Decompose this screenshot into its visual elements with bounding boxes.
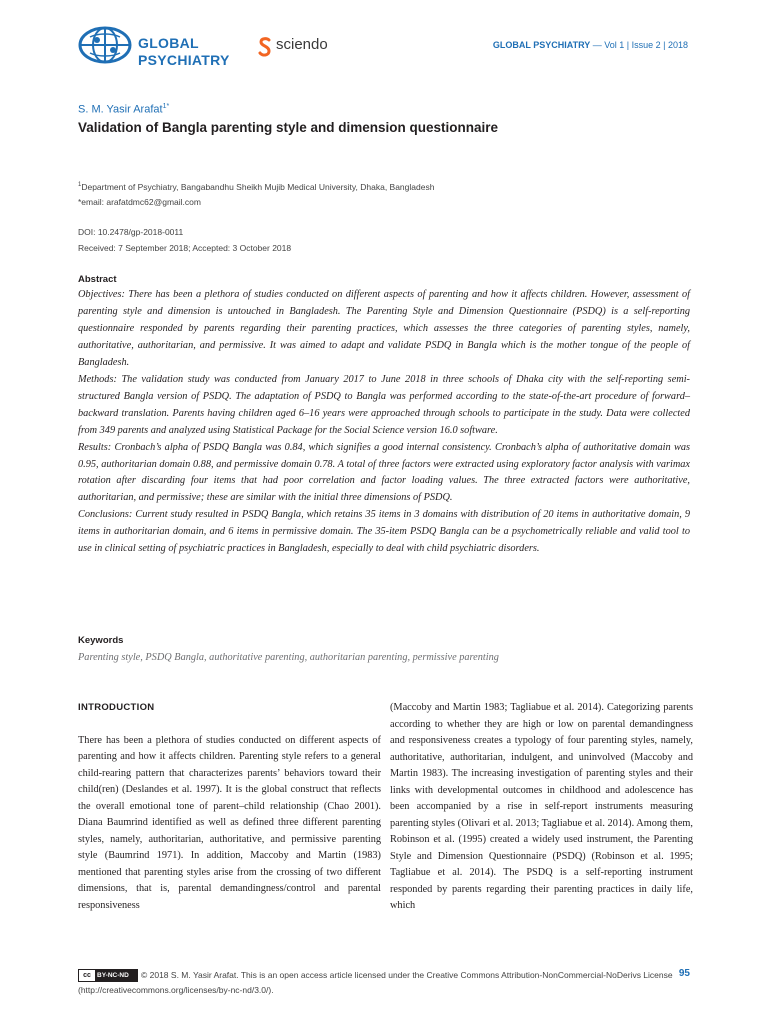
keywords-heading: Keywords	[78, 635, 124, 646]
author-name: S. M. Yasir Arafat	[78, 103, 163, 116]
logo-line-2: PSYCHIATRY	[138, 52, 230, 68]
body-column-left	[78, 700, 381, 914]
abstract-methods: Methods: The validation study was conducted from January 2017 to June 2018 in three schools of Dhaka city with the self-reporting semi-structured Bangla version of PSDQ. The adaptation of PSDQ to Bangla was performed according to the state-of-the-art procedure of forward–backward translation. Parents having children aged 6–16 years were approached through schools to participate in the study. Data were collected from 349 parents and analyzed using Statistical Package for the Social Science version 16.0 software.	[78, 374, 690, 436]
logo-line-1: GLOBAL	[138, 35, 199, 51]
publication-info	[78, 224, 690, 256]
running-issue: — Vol 1 | Issue 2 | 2018	[590, 40, 688, 50]
author-email[interactable]: *email: arafatdmc62@gmail.com	[78, 197, 201, 208]
sciendo-s-icon	[258, 37, 272, 57]
affiliation-text: Department of Psychiatry, Bangabandhu Sheikh Mujib Medical University, Dhaka, Bangladesh	[81, 181, 435, 192]
affiliation-superscript: 1	[78, 181, 82, 188]
keywords-text: Parenting style, PSDQ Bangla, authoritative parenting, authoritarian parenting, permissive parenting	[78, 652, 499, 663]
running-header	[493, 40, 688, 50]
cc-badge-label: BY-NC-ND	[97, 972, 129, 980]
page-number: 95	[678, 968, 690, 979]
affiliation	[78, 177, 690, 195]
cc-icon: cc	[79, 970, 95, 981]
introduction-heading: INTRODUCTION	[78, 702, 155, 713]
affiliation-block	[78, 177, 690, 211]
logo-wordmark	[138, 35, 230, 69]
running-journal: GLOBAL PSYCHIATRY	[492, 40, 591, 50]
publisher-name: sciendo	[276, 36, 328, 53]
globe-icon	[78, 26, 132, 64]
body-column-right	[390, 700, 693, 915]
page-header	[0, 0, 768, 80]
introduction-paragraph-right: (Maccoby and Martin 1983; Tagliabue et al. 2014). Categorizing parents according to whether they are high or low on parental demandingness and responsiveness creates a typology of four parenting styles, namely, authoritative, authoritarian, indulgent, and uninvolved (Maccoby and Martin 1983). The increasing investigation of parenting styles and their links with developmental outcomes in childhood and adolescence has been accompanied by a rise in self-report instruments measuring parenting styles (Olivari et al. 2013; Tagliabue et al. 2014). Among them, Robinson et al. (1995) created a widely used instrument, the Parenting Style and Dimension Questionnaire (PSDQ) (Robinson et al. 1995; Tagliabue et al. 2014). The PSDQ is a self-reporting instrument responded by parents regarding their parenting practices in daily life, which	[390, 702, 693, 911]
global-psychiatry-logo[interactable]	[78, 22, 238, 72]
abstract-conclusions: Conclusions: Current study resulted in PSDQ Bangla, which retains 35 items in 3 domains with distribution of 20 items in authoritative domain, 9 items in authoritarian domain, and 6 items in permissive domain. The 35-item PSDQ Bangla can be a psychometrically reliable and valid tool to use in clinical setting of psychiatric practices in Bangladesh, especially to deal with child psychiatric disorders.	[78, 509, 690, 555]
abstract-body	[78, 287, 690, 558]
article-title: Validation of Bangla parenting style and dimension questionnaire	[78, 119, 499, 135]
introduction-paragraph-left: There has been a plethora of studies conducted on different aspects of parenting and how it affects children. Parenting style refers to a general child-rearing pattern that characterizes parents’ behaviors toward their child(ren) (Deslandes et al. 1997). It is the global construct that reflects the overall emotional tone of parent–child relationship (Chao 2001). Diana Baumrind identified as well as defined three different parenting styles, namely, authoritarian, authoritative, and permissive parenting style (Baumrind 1971). In addition, Maccoby and Martin (1983) mentioned that parenting styles arise from the crossing of two different dimensions, that is, parental demandingness/control and parental responsiveness	[78, 734, 381, 911]
author-line	[78, 103, 690, 116]
license-text: © 2018 S. M. Yasir Arafat. This is an open access article licensed under the Creative Commons Attribution-NonCommercial-NoDerivs License (http://creativecommons.org/licenses/by-nc-nd/3.0/).	[78, 970, 673, 995]
abstract-results: Results: Cronbach’s alpha of PSDQ Bangla was 0.84, which signifies a good internal consistency. Cronbach’s alpha of authoritative domain was 0.95, authoritarian domain 0.88, and permissive domain 0.78. A total of three factors were extracted using exploratory factor analysis with varimax rotation after discarding four items that had poor correlation and factor loading values. The three extracted factors were authoritative, authoritarian, and permissive; these are similar with the initial three dimensions of PSDQ.	[78, 441, 690, 504]
page-footer	[78, 968, 690, 998]
author-superscript: 1*	[162, 103, 170, 110]
article-front-matter	[78, 103, 690, 558]
doi-link[interactable]: DOI: 10.2478/gp-2018-0011	[78, 227, 184, 238]
abstract-heading: Abstract	[78, 274, 117, 286]
cc-license-badge[interactable]	[78, 969, 138, 982]
article-dates: Received: 7 September 2018; Accepted: 3 October 2018	[78, 243, 292, 254]
abstract-objectives: Objectives: There has been a plethora of studies conducted on different aspects of parenting and how it affects children. However, assessment of parenting style and dimension is untouched in Bangladesh. The Parenting Style and Dimension Questionnaire (PSDQ) is a self-reporting questionnaire responded by parents regarding their parenting practices, which assesses the three categories of parenting styles, namely, authoritative, authoritarian, and permissive. It was aimed to adapt and validate PSDQ in Bangla which is the mother tongue of the people of Bangladesh.	[78, 289, 690, 369]
